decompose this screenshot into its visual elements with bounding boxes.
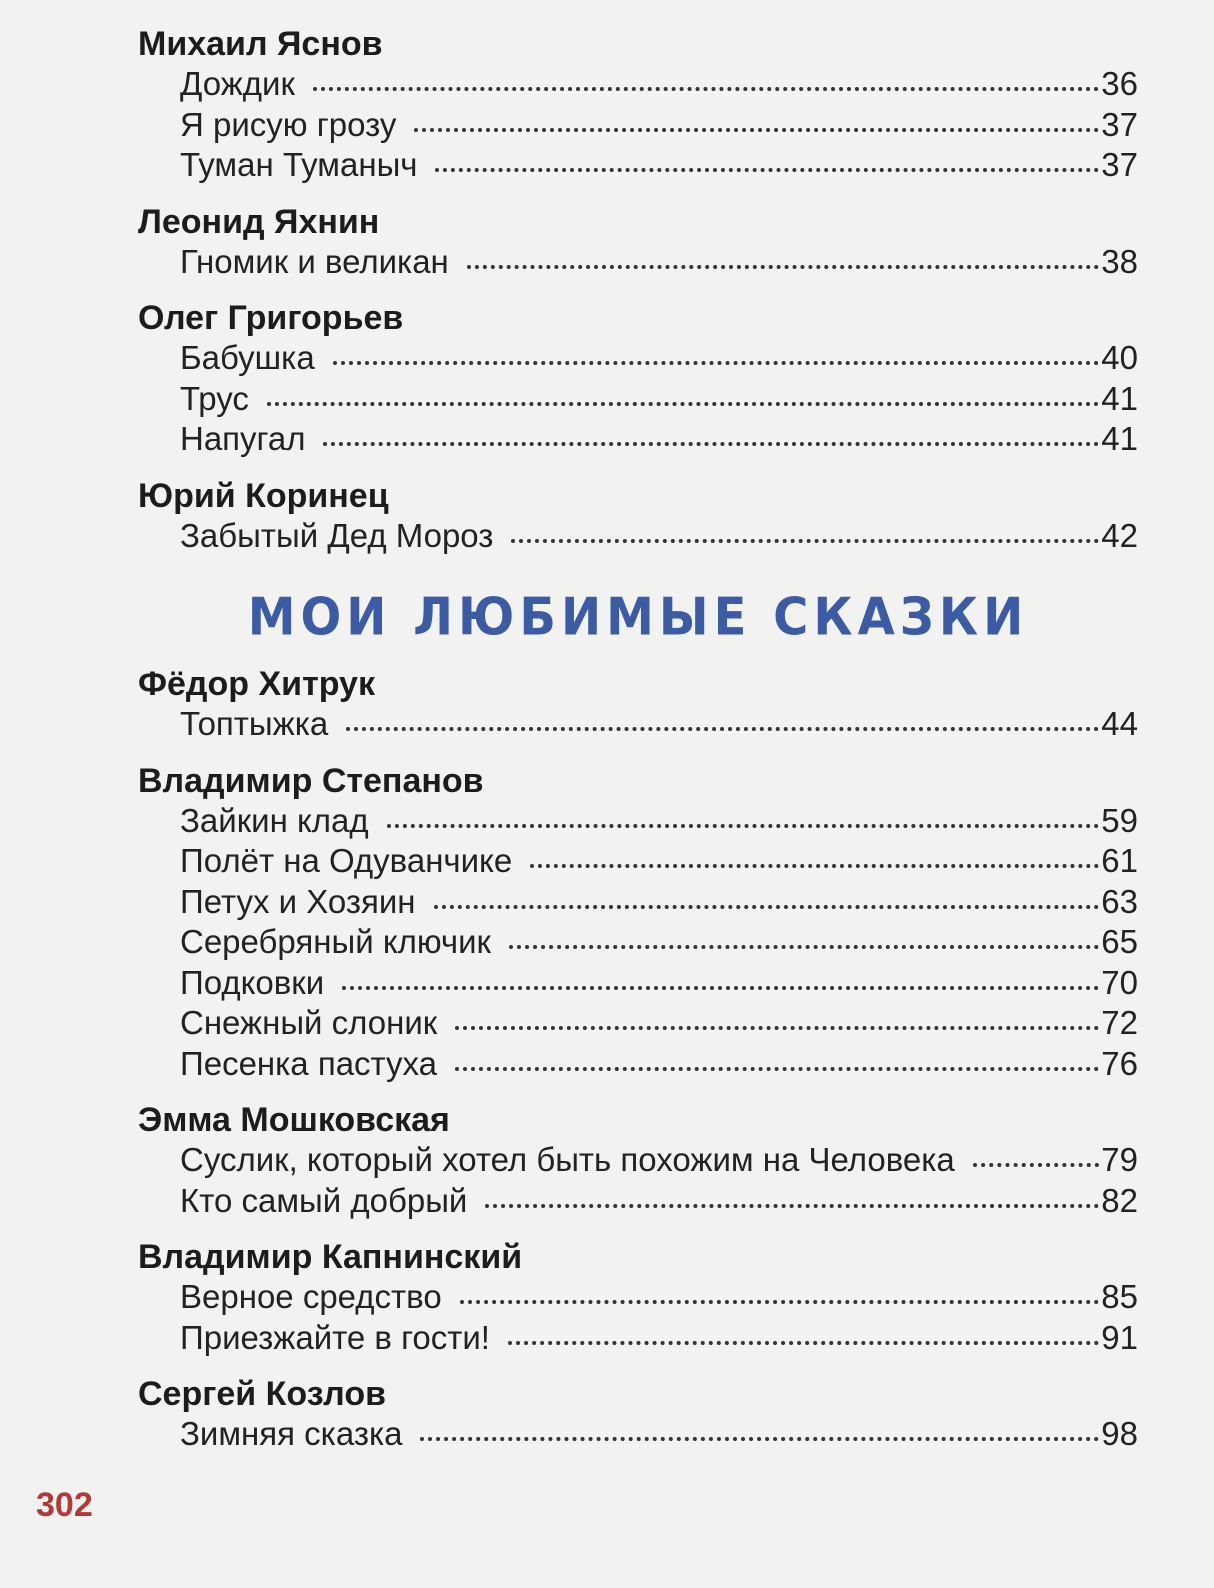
toc-entry <box>138 1277 1138 1318</box>
toc-entry <box>138 379 1138 420</box>
entry-title: Зимняя сказка <box>180 1415 403 1452</box>
dot-leader <box>460 1300 1100 1304</box>
toc-entry <box>138 841 1138 882</box>
entry-title: Топтыжка <box>180 705 329 742</box>
author-name: Олег Григорьев <box>138 299 404 337</box>
dot-leader <box>485 1204 1099 1208</box>
toc-entry <box>138 882 1138 923</box>
author-name: Владимир Степанов <box>138 761 484 800</box>
dot-leader <box>511 539 1099 543</box>
entry-title: Верное средство <box>180 1278 442 1315</box>
author-name: Леонид Яхнин <box>138 202 380 241</box>
entry-page: 41 <box>1101 379 1138 417</box>
toc-entry <box>138 963 1138 1004</box>
toc-entry <box>138 1003 1138 1044</box>
toc-entry <box>138 1318 1138 1359</box>
dot-leader <box>267 402 1099 406</box>
dot-leader <box>313 87 1099 91</box>
dot-leader <box>435 168 1099 172</box>
entry-title: Подковки <box>180 963 325 1001</box>
entry-title: Туман Туманыч <box>180 146 418 183</box>
entry-page: 42 <box>1101 516 1138 554</box>
dot-leader <box>414 128 1099 132</box>
entry-title: Полёт на Одуванчике <box>180 842 513 879</box>
dot-leader <box>420 1437 1099 1441</box>
author-name: Сергей Козлов <box>138 1375 386 1413</box>
entry-page: 61 <box>1101 842 1138 879</box>
section-heading: МОИ ЛЮБИМЫЕ СКАЗКИ <box>247 586 1029 648</box>
entry-page: 91 <box>1101 1318 1138 1356</box>
toc-entry <box>138 922 1138 963</box>
toc-entry <box>138 242 1138 283</box>
toc-entry <box>138 1044 1138 1085</box>
entry-page: 38 <box>1101 242 1138 280</box>
dot-leader <box>508 1341 1099 1345</box>
dot-leader <box>467 265 1100 269</box>
toc-entry <box>138 419 1138 460</box>
entry-title: Кто самый добрый <box>180 1181 468 1219</box>
toc-entry <box>138 516 1138 557</box>
entry-page: 76 <box>1101 1044 1138 1082</box>
dot-leader <box>333 361 1100 365</box>
entry-title: Снежный слоник <box>180 1004 438 1041</box>
entry-page: 59 <box>1101 801 1138 839</box>
dot-leader <box>530 864 1099 868</box>
dot-leader <box>346 727 1099 731</box>
toc-entry <box>138 704 1138 745</box>
entry-title: Песенка пастуха <box>180 1044 438 1082</box>
dot-leader <box>509 945 1099 949</box>
entry-page: 44 <box>1101 705 1138 742</box>
entry-title: Трус <box>180 379 249 417</box>
entry-title: Серебряный ключик <box>180 923 491 960</box>
entry-title: Напугал <box>180 420 306 457</box>
toc-entry <box>138 145 1138 186</box>
toc-entry <box>138 64 1138 105</box>
entry-page: 79 <box>1101 1141 1138 1178</box>
page-number: 302 <box>36 1486 93 1524</box>
entry-page: 72 <box>1101 1004 1138 1041</box>
toc-entry <box>138 1414 1138 1455</box>
dot-leader <box>342 986 1099 990</box>
entry-page: 36 <box>1101 65 1138 102</box>
entry-page: 41 <box>1101 420 1138 457</box>
author-name: Михаил Яснов <box>138 25 383 63</box>
entry-page: 65 <box>1101 923 1138 960</box>
entry-page: 85 <box>1101 1278 1138 1315</box>
dot-leader <box>387 824 1100 828</box>
author-name: Владимир Капнинский <box>138 1238 523 1276</box>
entry-page: 40 <box>1101 339 1138 376</box>
dot-leader <box>323 442 1099 446</box>
entry-title: Бабушка <box>180 339 315 376</box>
entry-page: 37 <box>1101 105 1138 143</box>
entry-title: Петух и Хозяин <box>180 882 416 920</box>
author-name: Фёдор Хитрук <box>138 665 375 703</box>
entry-title: Гномик и великан <box>180 242 449 280</box>
entry-title: Забытый Дед Мороз <box>180 516 494 554</box>
toc-entry <box>138 1181 1138 1222</box>
author-name: Эмма Мошковская <box>138 1101 450 1139</box>
entry-page: 63 <box>1101 882 1138 920</box>
entry-title: Дождик <box>180 65 295 102</box>
entry-title: Суслик, который хотел быть похожим на Человека <box>180 1141 955 1178</box>
entry-page: 82 <box>1101 1181 1138 1219</box>
entry-title: Приезжайте в гости! <box>180 1318 490 1356</box>
dot-leader <box>455 1067 1099 1071</box>
toc-entry <box>138 105 1138 146</box>
author-name: Юрий Коринец <box>138 476 389 515</box>
dot-leader <box>973 1163 1100 1167</box>
entry-page: 37 <box>1101 146 1138 183</box>
dot-leader <box>455 1026 1099 1030</box>
table-of-contents <box>138 24 1138 1455</box>
dot-leader <box>434 905 1100 909</box>
toc-entry <box>138 1140 1138 1181</box>
entry-title: Я рисую грозу <box>180 105 397 143</box>
entry-page: 98 <box>1101 1415 1138 1452</box>
toc-entry <box>138 801 1138 842</box>
entry-title: Зайкин клад <box>180 801 369 839</box>
toc-entry <box>138 338 1138 379</box>
entry-page: 70 <box>1101 963 1138 1001</box>
